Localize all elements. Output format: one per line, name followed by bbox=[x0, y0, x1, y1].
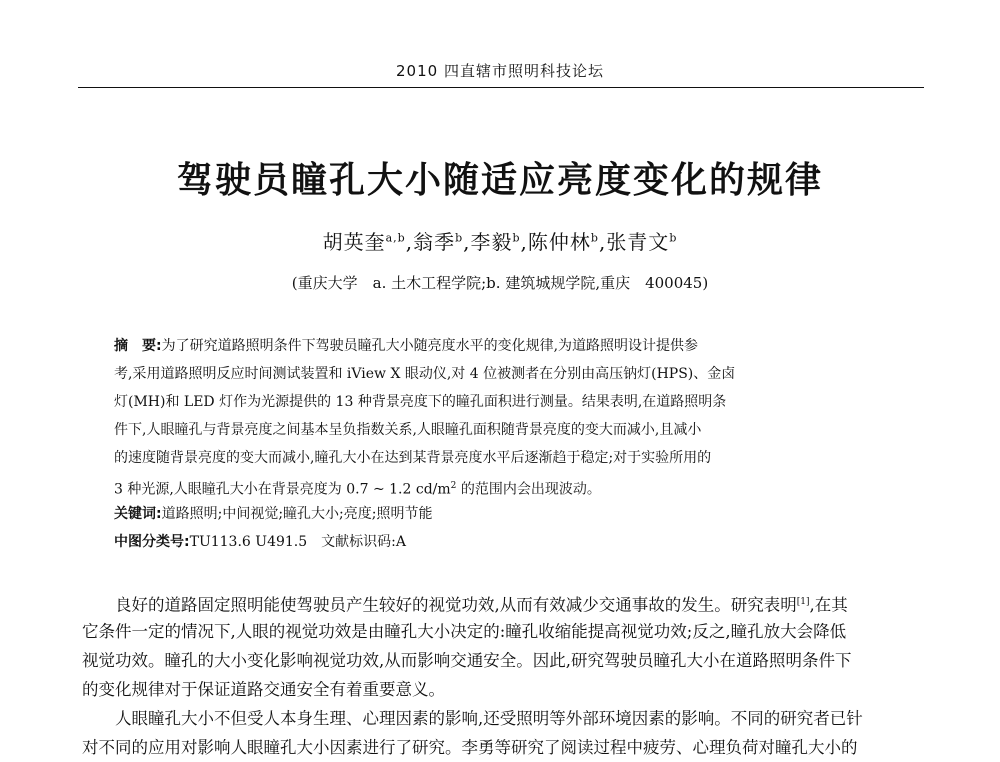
classification-codes: TU113.6 U491.5 bbox=[189, 534, 322, 550]
abstract-line: 的速度随背景亮度的变大而减小,瞳孔大小在达到某背景亮度水平后逐渐趋于稳定;对于实验所用的 bbox=[114, 450, 712, 466]
abstract-line: 灯(MH)和 LED 灯作为光源提供的 13 种背景亮度下的瞳孔面积进行测量。结果表明,在道路照明条 bbox=[114, 394, 727, 410]
body-line: 的变化规律对于保证道路交通安全有着重要意义。 bbox=[82, 680, 445, 699]
abstract bbox=[114, 332, 886, 556]
author-affiliation-mark: b bbox=[669, 231, 678, 245]
running-header bbox=[0, 60, 1000, 81]
author-affiliation-mark: b bbox=[512, 231, 521, 245]
abstract-line bbox=[114, 472, 886, 500]
author-separator: , bbox=[463, 230, 471, 254]
body-line: 视觉功效。瞳孔的大小变化影响视觉功效,从而影响交通安全。因此,研究驾驶员瞳孔大小在道路照明条件下 bbox=[82, 651, 852, 670]
abstract-line: 考,采用道路照明反应时间测试装置和 iView X 眼动仪,对 4 位被测者在分别由高压钠灯(HPS)、金卤 bbox=[114, 366, 736, 382]
author-affiliation-mark: b bbox=[455, 231, 464, 245]
body-line: 人眼瞳孔大小不但受人本身生理、心理因素的影响,还受照明等外部环境因素的影响。不同的研究者已针 bbox=[115, 709, 863, 728]
abstract-line bbox=[114, 332, 886, 360]
body-line: 它条件一定的情况下,人眼的视觉功效是由瞳孔大小决定的:瞳孔收缩能提高视觉功效;反之,瞳孔放大会降低 bbox=[82, 622, 847, 641]
author-separator: , bbox=[598, 230, 607, 254]
keywords-label: 关键词: bbox=[114, 506, 162, 522]
author-name: 张青文 bbox=[606, 230, 670, 254]
author-name: 陈仲林 bbox=[527, 230, 591, 254]
author-name: 李毅 bbox=[470, 230, 513, 254]
affiliation: (重庆大学 a. 土木工程学院;b. 建筑城规学院,重庆 400045) bbox=[291, 274, 709, 292]
author-name: 胡英奎 bbox=[322, 230, 386, 254]
running-header-text: 2010 四直辖市照明科技论坛 bbox=[396, 62, 604, 80]
header-rule bbox=[78, 87, 924, 88]
abstract-text: 3 种光源,人眼瞳孔大小在背景亮度为 0.7 ~ 1.2 cd/m bbox=[114, 481, 451, 498]
body-text-segment: 良好的道路固定照明能使驾驶员产生较好的视觉功效,从而有效减少交通事故的发生。研究表明 bbox=[115, 595, 797, 615]
abstract-line: 件下,人眼瞳孔与背景亮度之间基本呈负指数关系,人眼瞳孔面积随背景亮度的变大而减小,且减小 bbox=[114, 422, 702, 438]
citation-reference: [1] bbox=[796, 597, 810, 607]
body-text bbox=[82, 588, 922, 762]
document-code: A bbox=[395, 534, 406, 550]
body-text-segment: ,在其 bbox=[809, 595, 848, 615]
classification-label: 中图分类号: bbox=[114, 534, 190, 550]
body-line bbox=[82, 588, 922, 617]
classification bbox=[114, 528, 886, 556]
author-name: 翁季 bbox=[413, 230, 456, 254]
abstract-text: 为了研究道路照明条件下驾驶员瞳孔大小随亮度水平的变化规律,为道路照明设计提供参 bbox=[161, 338, 699, 354]
unit-superscript: 2 bbox=[450, 481, 457, 491]
keywords bbox=[114, 500, 886, 528]
author-separator: , bbox=[520, 230, 528, 254]
author-affiliation-mark: a,b bbox=[385, 231, 406, 245]
keywords-text: 道路照明;中间视觉;瞳孔大小;亮度;照明节能 bbox=[161, 506, 433, 522]
document-code-label: 文献标识码: bbox=[321, 534, 396, 550]
abstract-label: 摘 要: bbox=[114, 338, 162, 354]
abstract-text: 的范围内会出现波动。 bbox=[456, 481, 601, 498]
body-line: 对不同的应用对影响人眼瞳孔大小因素进行了研究。李勇等研究了阅读过程中疲劳、心理负荷对瞳孔大小的 bbox=[82, 738, 858, 757]
author-separator: , bbox=[405, 230, 414, 254]
paper-title: 驾驶员瞳孔大小随适应亮度变化的规律 bbox=[176, 160, 823, 201]
author-affiliation-mark: b bbox=[590, 231, 599, 245]
author-list bbox=[0, 226, 1000, 255]
